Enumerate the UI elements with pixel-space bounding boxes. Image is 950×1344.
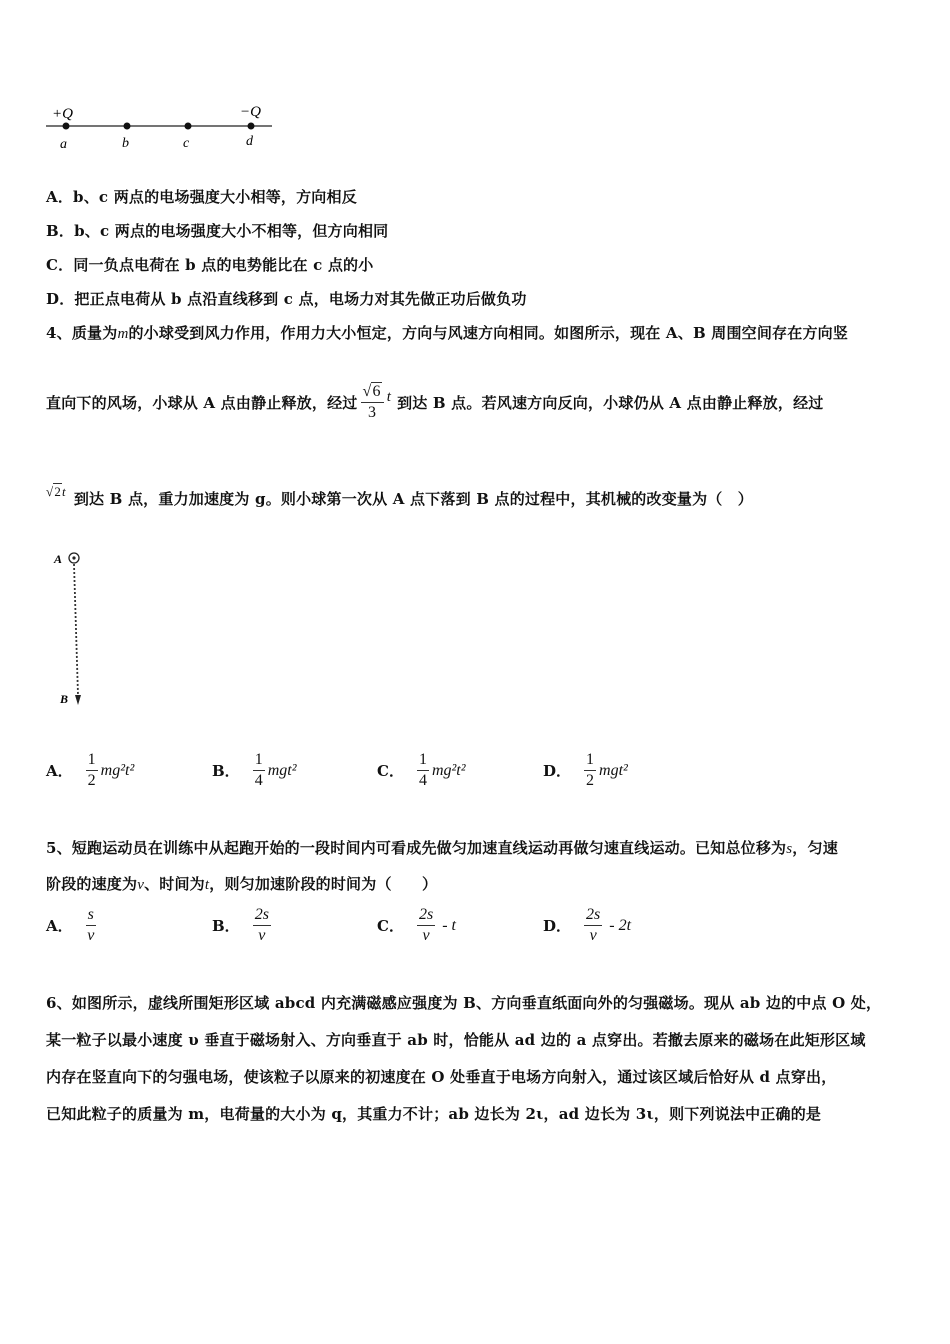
point-a-label: a xyxy=(60,137,67,152)
q3-option-b: B．b、c 两点的电场强度大小不相等，但方向相同 xyxy=(46,222,389,240)
q6-line1: 6、如图所示，虚线所围矩形区域 abcd 内充满磁感应强度为 B、方向垂直纸面向外的匀强磁场。现从 ab 边的中点 O 处， xyxy=(46,994,882,1012)
point-b xyxy=(124,123,131,130)
q4-option-a: A． $\frac{1}{2}$ mg²t² xyxy=(46,751,135,789)
charge-plus-label: +Q xyxy=(52,106,73,122)
point-d xyxy=(248,123,255,130)
charge-minus-label: −Q xyxy=(240,104,261,120)
point-c-label: c xyxy=(183,136,190,151)
point-d-label: d xyxy=(246,134,253,149)
q5-option-c: C． $\frac{2s}{v}$ - t xyxy=(377,906,456,944)
point-a-label: A xyxy=(54,552,63,566)
q4-line3: √2 t 到达 B 点，重力加速度为 g。则小球第一次从 A 点下落到 B 点的过程中，其机械的改变量为（ ） xyxy=(46,483,753,508)
q5-option-a: A． $\frac{s}{v}$ xyxy=(46,906,95,944)
point-b-label: B xyxy=(60,692,69,706)
q5-option-b: B． $\frac{2s}{v}$ xyxy=(212,906,269,944)
q3-option-c: C．同一负点电荷在 b 点的电势能比在 c 点的小 xyxy=(46,256,374,274)
charge-line-diagram xyxy=(40,98,280,158)
q3-option-a: A．b、c 两点的电场强度大小相等，方向相反 xyxy=(46,188,357,206)
q4-option-d: D． $\frac{1}{2}$ mgt² xyxy=(543,751,628,789)
q4-option-c: C． $\frac{1}{4}$ mg²t² xyxy=(377,751,466,789)
point-c xyxy=(185,123,192,130)
q5-line1: 5、短跑运动员在训练中从起跑开始的一段时间内可看成先做匀加速直线运动再做匀速直线运动。已知总位移为s，匀速 xyxy=(46,839,838,857)
q6-line4: 已知此粒子的质量为 m，电荷量的大小为 q，其重力不计；ab 边长为 2ι，ad 边长为 3ι，则下列说法中正确的是 xyxy=(46,1105,822,1123)
q4-option-b: B． $\frac{1}{4}$ mgt² xyxy=(212,751,297,789)
q4-line1: 4、质量为m的小球受到风力作用，作用力大小恒定，方向与风速方向相同。如图所示，现在 A、B 周围空间存在方向竖 xyxy=(46,324,849,342)
q6-line2: 某一粒子以最小速度 υ 垂直于磁场射入、方向垂直于 ab 时，恰能从 ad 边的 a 点穿出。若撤去原来的磁场在此矩形区域 xyxy=(46,1031,866,1049)
q3-option-d: D．把正点电荷从 b 点沿直线移到 c 点，电场力对其先做正功后做负功 xyxy=(46,290,527,308)
q4-line2: 直向下的风场，小球从 A 点由静止释放，经过 $\frac{√6}{3}$ t 到达 B 点。若风速方向反向，小球仍从 A 点由静止释放，经过 xyxy=(46,383,824,421)
point-b-label: b xyxy=(122,136,129,151)
wind-field-diagram xyxy=(48,545,108,715)
q4-time-fraction: $\frac{√6}{3}$ xyxy=(361,384,384,422)
q6-line3: 内存在竖直向下的匀强电场，使该粒子以原来的初速度在 O 处垂直于电场方向射入，通过该区域后恰好从 d 点穿出， xyxy=(46,1068,837,1086)
point-a xyxy=(63,123,70,130)
q5-line2: 阶段的速度为v、时间为t，则匀加速阶段的时间为（ ） xyxy=(46,875,438,893)
q5-option-d: D． $\frac{2s}{v}$ - 2t xyxy=(543,906,632,944)
